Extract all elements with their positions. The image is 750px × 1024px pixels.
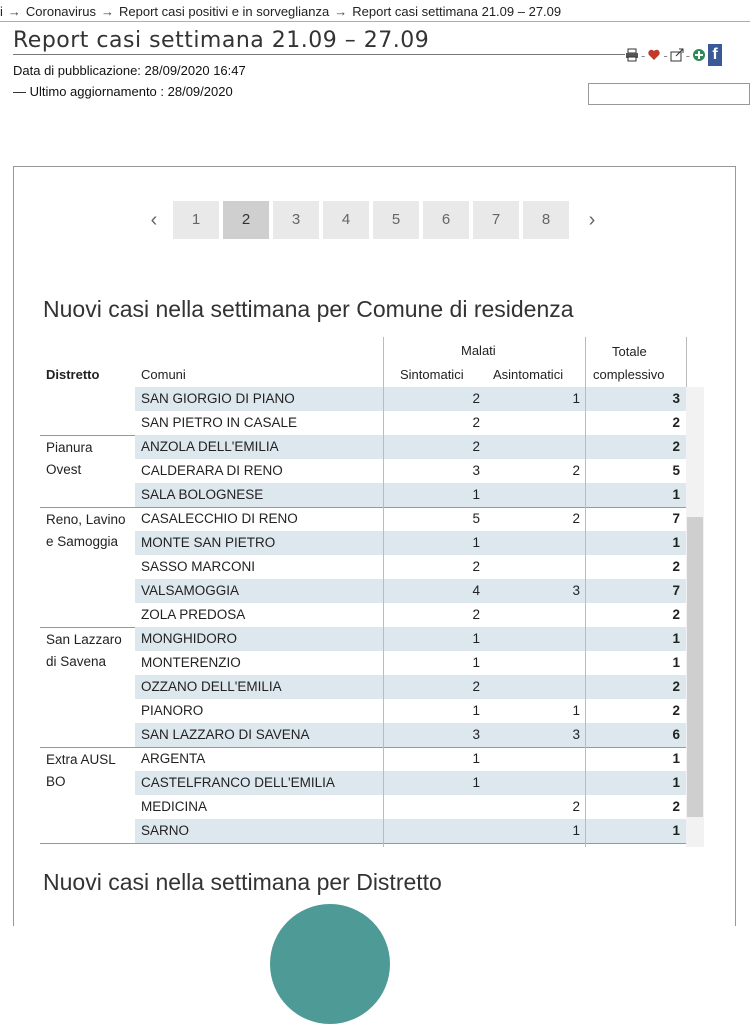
cell-sintomatici: 1 [472,703,480,718]
pagination-page-3[interactable]: 3 [273,201,319,239]
breadcrumb-lead: i [0,4,3,19]
last-update: — Ultimo aggiornamento : 28/09/2020 [13,84,233,99]
cell-totale: 2 [672,559,680,574]
cell-comune: MEDICINA [141,799,208,814]
breadcrumb [0,0,750,22]
toolbar-separator: - [641,47,646,63]
pagination-page-8[interactable]: 8 [523,201,569,239]
cell-sintomatici: 2 [472,559,480,574]
column-divider [383,337,384,847]
cell-comune: ARGENTA [141,751,206,766]
table-row[interactable] [40,435,686,459]
row-background [135,795,686,819]
cell-sintomatici: 1 [472,751,480,766]
row-background [135,819,686,843]
cell-sintomatici: 5 [472,511,480,526]
pagination-page-2[interactable]: 2 [223,201,269,239]
column-divider [585,337,586,847]
cell-comune: CASTELFRANCO DELL'EMILIA [141,775,335,790]
cell-sintomatici: 1 [472,487,480,502]
pagination-prev-button[interactable]: ‹ [150,209,158,231]
pagination-next-button[interactable]: › [588,209,596,231]
header-asintomatici: Asintomatici [493,367,564,382]
pagination-page-7[interactable]: 7 [473,201,519,239]
cell-comune: MONGHIDORO [141,631,237,646]
distretto-label: Extra AUSL [46,752,116,767]
table-row[interactable] [40,531,686,555]
distretto-chart-slice [270,904,390,1024]
toolbar-separator: - [663,47,668,63]
cell-totale: 1 [672,823,680,838]
cell-totale: 7 [672,583,680,598]
pagination-page-5[interactable]: 5 [373,201,419,239]
cell-comune: VALSAMOGGIA [141,583,240,598]
table-row[interactable] [40,651,686,675]
breadcrumb-current: Report casi settimana 21.09 – 27.09 [352,4,562,19]
table-row[interactable] [40,795,686,819]
header-malati: Malati [461,343,496,358]
table-row[interactable] [40,555,686,579]
cell-asintomatici: 2 [572,799,580,814]
cell-asintomatici: 3 [572,727,580,742]
table-row[interactable] [40,723,686,747]
cell-asintomatici: 1 [572,391,580,406]
cell-comune: CASALECCHIO DI RENO [141,511,298,526]
cell-sintomatici: 2 [472,391,480,406]
table-row[interactable] [40,675,686,699]
distretto-label: BO [46,774,66,789]
pagination-page-4[interactable]: 4 [323,201,369,239]
cell-comune: ZOLA PREDOSA [141,607,246,622]
section-title-comune: Nuovi casi nella settimana per Comune di residenza [43,296,574,322]
cell-totale: 6 [672,727,680,742]
table-bottom-rule [40,843,686,844]
table-row[interactable] [40,603,686,627]
cell-totale: 1 [672,631,680,646]
row-background [135,747,686,771]
distretto-label: Pianura [46,440,93,455]
header-comuni: Comuni [141,367,186,382]
distretto-label: Ovest [46,462,82,477]
cell-comune: SAN GIORGIO DI PIANO [141,391,295,406]
cell-asintomatici: 2 [572,463,580,478]
share-icon[interactable] [670,48,684,62]
cell-sintomatici: 2 [472,415,480,430]
table-row[interactable] [40,747,686,771]
cell-totale: 2 [672,679,680,694]
cell-sintomatici: 3 [472,727,480,742]
cell-totale: 1 [672,535,680,550]
cell-sintomatici: 4 [472,583,480,598]
cell-asintomatici: 3 [572,583,580,598]
cell-totale: 2 [672,799,680,814]
cell-asintomatici: 1 [572,823,580,838]
table-row[interactable] [40,507,686,531]
row-background [135,699,686,723]
cell-comune: MONTERENZIO [141,655,241,670]
cell-comune: ANZOLA DELL'EMILIA [141,439,279,454]
cell-sintomatici: 1 [472,655,480,670]
cell-sintomatici: 3 [472,463,480,478]
table-row[interactable] [40,819,686,843]
distretto-label: San Lazzaro [46,632,122,647]
table-row[interactable] [40,699,686,723]
cell-comune: SAN LAZZARO DI SAVENA [141,727,310,742]
breadcrumb-separator: → [7,4,21,19]
page-title: Report casi settimana 21.09 – 27.09 [13,28,430,53]
cell-asintomatici: 2 [572,511,580,526]
title-divider [13,54,625,55]
breadcrumb-separator: → [100,4,114,19]
table-row[interactable] [40,771,686,795]
breadcrumb-link-coronavirus[interactable]: Coronavirus [25,4,96,19]
cell-sintomatici: 2 [472,679,480,694]
cell-comune: PIANORO [141,703,204,718]
breadcrumb-link-report[interactable]: Report casi positivi e in sorveglianza [118,4,330,19]
plus-circle-icon[interactable] [692,48,706,62]
cell-sintomatici: 1 [472,535,480,550]
cell-totale: 2 [672,607,680,622]
table-scrollbar[interactable] [686,387,704,847]
pagination-page-1[interactable]: 1 [173,201,219,239]
cell-sintomatici: 2 [472,439,480,454]
header-complessivo: complessivo [593,367,665,382]
table-row[interactable] [40,411,686,435]
table-row[interactable] [40,627,686,651]
cell-comune: SALA BOLOGNESE [141,487,264,502]
heart-icon[interactable] [647,48,661,62]
table-header [40,337,704,385]
page-toolbar [625,44,722,66]
cell-comune: MONTE SAN PIETRO [141,535,276,550]
cell-totale: 2 [672,439,680,454]
cell-totale: 1 [672,487,680,502]
pagination-page-6[interactable]: 6 [423,201,469,239]
distretto-label: Reno, Lavino [46,512,126,527]
header-totale: Totale [612,344,647,359]
facebook-icon[interactable]: f [708,44,722,66]
table-row[interactable] [40,459,686,483]
cell-totale: 2 [672,703,680,718]
toolbar-separator: - [685,47,691,63]
table-row[interactable] [40,387,686,411]
pagination [135,201,611,239]
cell-totale: 2 [672,415,680,430]
cell-totale: 1 [672,775,680,790]
distretto-label: e Samoggia [46,534,119,549]
cell-sintomatici: 2 [472,607,480,622]
cell-comune: SAN PIETRO IN CASALE [141,415,298,430]
printer-icon[interactable] [625,48,639,62]
cell-totale: 3 [672,391,680,406]
table-row[interactable] [40,579,686,603]
header-sintomatici: Sintomatici [400,367,464,382]
breadcrumb-separator: → [334,4,348,19]
cell-totale: 1 [672,751,680,766]
cell-comune: CALDERARA DI RENO [141,463,283,478]
distretto-label: di Savena [46,654,107,669]
cell-comune: SASSO MARCONI [141,559,256,574]
scrollbar-thumb[interactable] [687,517,703,817]
cell-totale: 7 [672,511,680,526]
cell-totale: 5 [672,463,680,478]
header-distretto: Distretto [46,367,100,382]
search-input[interactable] [588,83,750,105]
section-title-distretto: Nuovi casi nella settimana per Distretto [43,869,442,895]
table-row[interactable] [40,483,686,507]
cell-totale: 1 [672,655,680,670]
cell-sintomatici: 1 [472,631,480,646]
publication-date: Data di pubblicazione: 28/09/2020 16:47 [13,63,246,78]
cell-comune: SARNO [141,823,190,838]
cell-sintomatici: 1 [472,775,480,790]
cell-comune: OZZANO DELL'EMILIA [141,679,282,694]
cell-asintomatici: 1 [572,703,580,718]
